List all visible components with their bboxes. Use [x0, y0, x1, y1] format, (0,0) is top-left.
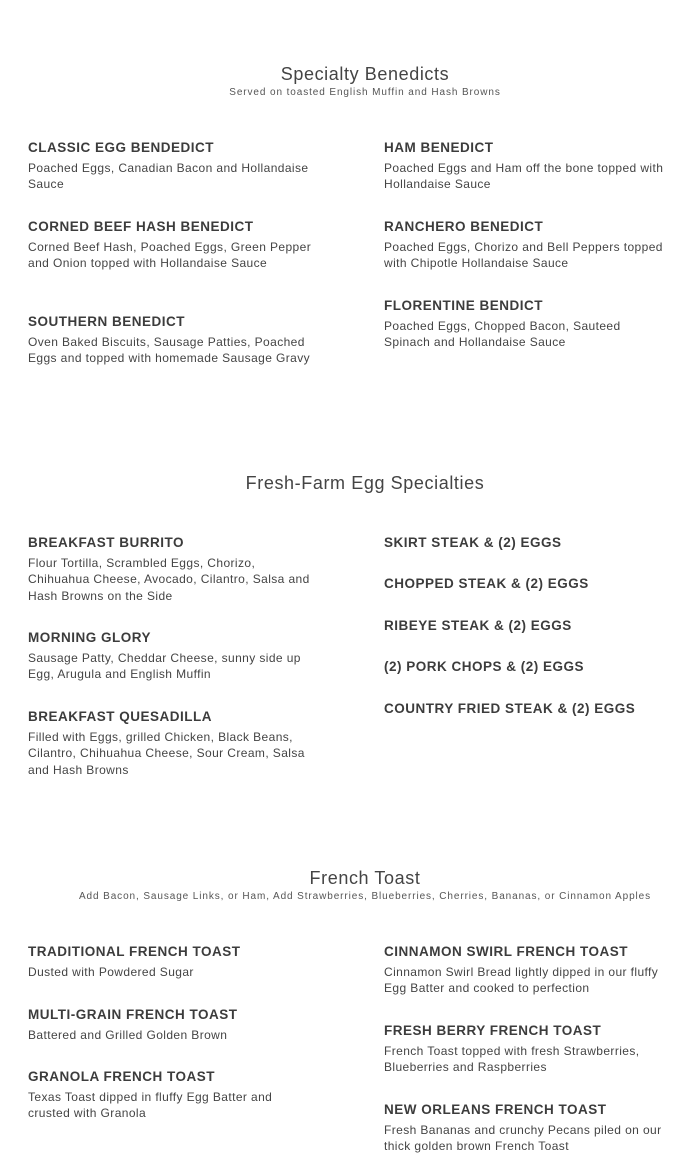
menu-item-name: MORNING GLORY — [28, 630, 151, 645]
menu-item — [28, 534, 318, 604]
menu-item-description: Corned Beef Hash, Poached Eggs, Green Pepper and Onion topped with Hollandaise Sauce — [28, 240, 312, 271]
menu-item-description: French Toast topped with fresh Strawberries, Blueberries and Raspberries — [384, 1044, 640, 1075]
menu-item-description: Poached Eggs, Chorizo and Bell Peppers topped with Chipotle Hollandaise Sauce — [384, 240, 663, 271]
menu-item-description: Texas Toast dipped in fluffy Egg Batter and crusted with Granola — [28, 1090, 273, 1121]
menu-item-name: COUNTRY FRIED STEAK & (2) EGGS — [384, 701, 636, 716]
menu-item-description: Sausage Patty, Cheddar Cheese, sunny side up Egg, Arugula and English Muffin — [28, 651, 301, 682]
menu-item-name: SKIRT STEAK & (2) EGGS — [384, 535, 562, 550]
menu-item-name: CLASSIC EGG BENDEDICT — [28, 140, 215, 155]
menu-item-name: MULTI-GRAIN FRENCH TOAST — [28, 1007, 238, 1022]
menu-item-name: TRADITIONAL FRENCH TOAST — [28, 944, 241, 959]
menu-item — [384, 617, 674, 634]
section-subtitle: Add Bacon, Sausage Links, or Ham, Add Strawberries, Blueberries, Cherries, Bananas, or Cinnamon Apples — [78, 891, 652, 902]
section-title: French Toast — [309, 868, 421, 888]
section-subtitle: Served on toasted English Muffin and Hash Browns — [229, 87, 501, 98]
menu-item — [384, 139, 674, 193]
section-title: Specialty Benedicts — [280, 64, 450, 84]
menu-item — [384, 297, 674, 351]
menu-item-description: Fresh Bananas and crunchy Pecans piled on our thick golden brown French Toast — [384, 1123, 662, 1154]
menu-item — [384, 700, 674, 717]
menu-item — [28, 629, 318, 683]
menu-item-description: Poached Eggs and Ham off the bone topped with Hollandaise Sauce — [384, 161, 664, 192]
menu-item-name: CINNAMON SWIRL FRENCH TOAST — [384, 944, 628, 959]
menu-item-name: BREAKFAST QUESADILLA — [28, 709, 213, 724]
menu-item-name: SOUTHERN BENEDICT — [28, 314, 186, 329]
menu-item-name: (2) PORK CHOPS & (2) EGGS — [384, 659, 585, 674]
menu-item-name: FLORENTINE BENDICT — [384, 298, 543, 313]
menu-item — [384, 1022, 674, 1076]
menu-item-description: Poached Eggs, Chopped Bacon, Sauteed Spinach and Hollandaise Sauce — [384, 319, 621, 350]
menu-item — [28, 708, 318, 778]
menu-item-name: RANCHERO BENEDICT — [384, 219, 544, 234]
menu-item — [28, 943, 318, 980]
menu-item-name: CHOPPED STEAK & (2) EGGS — [384, 576, 589, 591]
menu-item — [384, 658, 674, 675]
menu-item-description: Battered and Grilled Golden Brown — [28, 1028, 228, 1042]
menu-item-description: Oven Baked Biscuits, Sausage Patties, Poached Eggs and topped with homemade Sausage Gravy — [28, 335, 311, 366]
menu-item-description: Poached Eggs, Canadian Bacon and Hollandaise Sauce — [28, 161, 309, 192]
menu-item — [28, 313, 318, 367]
menu-item — [384, 575, 674, 592]
menu-item-name: RIBEYE STEAK & (2) EGGS — [384, 618, 572, 633]
menu-item — [384, 1101, 674, 1155]
menu-item — [28, 1068, 318, 1122]
menu-item-description: Dusted with Powdered Sugar — [28, 965, 194, 979]
menu-item-description: Cinnamon Swirl Bread lightly dipped in our fluffy Egg Batter and cooked to perfection — [384, 965, 659, 996]
menu-item-name: GRANOLA FRENCH TOAST — [28, 1069, 215, 1084]
menu-item-name: FRESH BERRY FRENCH TOAST — [384, 1023, 602, 1038]
menu-item — [28, 139, 318, 193]
menu-item-name: CORNED BEEF HASH BENEDICT — [28, 219, 254, 234]
menu-item-description: Filled with Eggs, grilled Chicken, Black Beans, Cilantro, Chihuahua Cheese, Sour Cream, Salsa and Hash Browns — [28, 730, 305, 777]
menu-item — [384, 218, 674, 272]
menu-item — [384, 943, 674, 997]
menu-item-description: Flour Tortilla, Scrambled Eggs, Chorizo, Chihuahua Cheese, Avocado, Cilantro, Salsa and Hash Browns on the Side — [28, 556, 310, 603]
menu-item — [28, 218, 318, 272]
menu-item — [384, 534, 674, 551]
section-title: Fresh-Farm Egg Specialties — [245, 473, 485, 493]
menu-item-name: NEW ORLEANS FRENCH TOAST — [384, 1102, 607, 1117]
menu-item — [28, 1006, 318, 1043]
menu-item-name: HAM BENEDICT — [384, 140, 494, 155]
menu-item-name: BREAKFAST BURRITO — [28, 535, 185, 550]
